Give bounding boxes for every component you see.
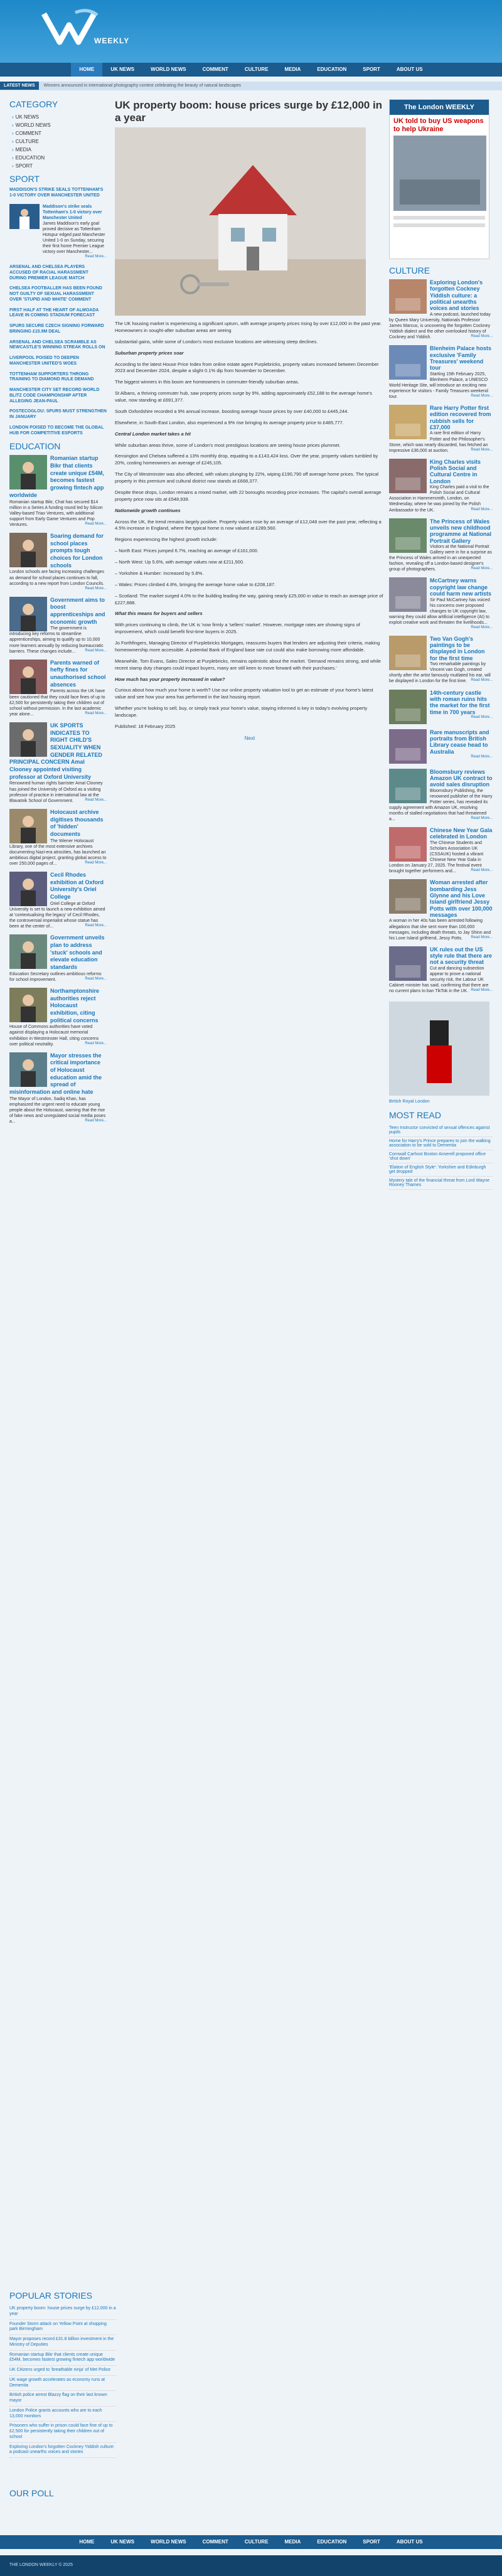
popular-item[interactable]: UK property boom: house prices surge by £12,000 in a year	[9, 2304, 116, 2320]
article-paragraph: Regions experiencing the highest growth include:	[115, 537, 218, 543]
article-paragraph: According to the latest House Price Index from online estate agent Purplebricks, property values increased between December 2023 and December 2024, despite a slight 0.1% dip from November to December.	[115, 361, 379, 374]
sport-link[interactable]: LONDON POISED TO BECOME THE GLOBAL HUB FOR COMPETITIVE ESPORTS	[9, 425, 104, 436]
nav-link[interactable]: HOME	[71, 63, 102, 77]
poll-title: OUR POLL	[9, 2488, 54, 2498]
article-paragraph: Elsewhere, in South-East London, also experienced a 9% rise bringing its average property price to £485,777.	[115, 419, 344, 425]
education-card-title[interactable]: Mayor stresses the critical importance of Holocaust education amid the spread of misinformation and online hate	[9, 1052, 102, 1096]
education-card[interactable]	[9, 934, 107, 983]
popular-stories	[9, 2290, 116, 2458]
footer-nav	[0, 2535, 502, 2549]
culture-image	[389, 827, 427, 862]
nav-link[interactable]: WORLD NEWS	[151, 67, 186, 72]
article-subheading: What this means for buyers and sellers	[115, 611, 203, 617]
article-paragraph: South Oxfordshire recorded a 9% annual increase, boosting average house prices by over £40,000 to £445,244.	[115, 408, 349, 414]
category-title: CATEGORY	[9, 99, 58, 109]
article-headline: UK property boom: house prices surge by £12,000 in a year	[115, 99, 383, 124]
paper-photo	[393, 136, 486, 211]
article-paragraph: Meanwhile, Tom Evans, Sales Director at Purplebricks, remains optimistic about the market. 'Demand remains strong, and while recent stamp duty changes could impact buyers, many are still keen to move forward with their purchases.'	[115, 658, 381, 671]
most-read-title: MOST READ	[389, 1110, 441, 1121]
education-card-title[interactable]: Government unveils plan to address 'stuck' schools and elevate education standards	[50, 934, 105, 970]
most-read-item[interactable]: Mystery tale of the financial threat from Lord Wayne Rooney Thames	[389, 1177, 493, 1190]
article-paragraph: Published: 18 February 2025	[115, 723, 176, 729]
culture-card[interactable]	[389, 729, 493, 764]
category-item[interactable]: › COMMENT	[9, 129, 107, 137]
education-card-text: Parents across the UK have been cautioned that they could face fines of up to £2,500 for persistently taking their children out of school without permission. In the last academic year alone...	[9, 689, 105, 717]
sport-link[interactable]: FIRST HALF AT THE HEART OF ALMOADA LEAVE IN COMING STADIUM FORECAST	[9, 307, 99, 318]
culture-card-title[interactable]: The Princess of Wales unveils new childhood programme at National Portrait Gallery	[430, 518, 492, 544]
category-item[interactable]: › UK NEWS	[9, 113, 107, 121]
sport-lead-card-title[interactable]: Maddison's strike seals Tottenham's 1-0 victory over Manchester United	[43, 204, 102, 220]
most-read-item[interactable]: Home for Harry's Prince prepares to join the walking association to be sold to Dementia	[389, 1137, 493, 1150]
most-read-item[interactable]: Teen Instructor convicted of sexual offences against pupils	[389, 1124, 493, 1137]
read-more-link[interactable]: Read More...	[85, 521, 107, 526]
read-more-link[interactable]: Read More...	[85, 798, 107, 802]
article-paragraph: The biggest winners in this boom are homeowners in commuter-friendly suburban areas.	[115, 379, 299, 385]
culture-image	[389, 405, 427, 439]
read-more-link[interactable]: Read More...	[85, 648, 107, 653]
education-card-text: Oriel College at Oxford University is set to launch a new exhibition aimed at 'contextualising the legacy' of Cecil Rhodes, the controversial imperialist whose statue has been at the center of...	[9, 901, 105, 929]
paper-text-line	[393, 216, 485, 220]
culture-card[interactable]	[389, 459, 493, 513]
education-card-text: Romanian startup Bikr, Chat has secured $14 million in a Series A funding round led by Silicon Valley-based Triax Ventures, with additional support from Early Game Ventures and Pop Ventures.	[9, 500, 103, 527]
culture-card-text: A rare first edition of Harry Potter and the Philosopher's Stone, which was nearly discarded, has fetched an impressive £36,000 at auction.	[389, 431, 488, 453]
culture-image	[389, 577, 427, 612]
culture-card-title[interactable]: King Charles visits Polish Social and Cultural Centre in London	[430, 458, 481, 484]
royal-guard-image	[389, 1002, 489, 1096]
sport-lead-card-text: James Maddison's early goal proved decisive as Tottenham Hotspur edged past Manchester United 1-0 on Sunday, securing their first home Premier League victory over Manchester...	[43, 221, 105, 255]
education-title: EDUCATION	[9, 441, 61, 452]
nav-link[interactable]: EDUCATION	[317, 67, 347, 72]
culture-card-title[interactable]: Exploring London's forgotten Cockney Yiddish culture: a political unearths voices and stories	[430, 279, 483, 312]
sport-lead-link[interactable]: MADDISON'S STRIKE SEALS TOTTENHAM'S 1-0 VICTORY OVER MANCHESTER UNITED	[9, 188, 104, 198]
culture-card-title[interactable]: Blenheim Palace hosts exclusive 'Family Treasures' weekend tour	[430, 345, 492, 371]
culture-card[interactable]	[389, 518, 493, 573]
article-paragraph: Whether you're looking to sell, buy, or simply track your home's value, staying informed is key in today's evolving property landscape.	[115, 705, 368, 719]
nav-link[interactable]: COMMENT	[202, 67, 228, 72]
culture-card-title[interactable]: Rare manuscripts and portraits from British Library cease head to Australia	[430, 729, 489, 755]
category-list	[9, 113, 107, 170]
education-card-title[interactable]: Soaring demand for school places prompts tough choices for London schools	[50, 532, 104, 569]
education-card[interactable]	[9, 1052, 107, 1125]
popular-item[interactable]: Mayor proposes record £31.8 billion investment in the Ministry of Deputies	[9, 2335, 116, 2351]
site-header	[0, 0, 502, 63]
education-image	[9, 988, 47, 1022]
read-more-link[interactable]: Read More...	[471, 678, 493, 683]
sport-title: SPORT	[9, 174, 40, 184]
article-paragraph: Kensington and Chelsea suffered a 13% monthly drop, equating to a £143,424 loss. Over the year, property values tumbled by 20%, costing homeowners an average of £245,105.	[115, 453, 378, 466]
culture-title: CULTURE	[389, 265, 430, 275]
culture-card-title[interactable]: UK rules out the US style rule that there are not a security threat	[430, 946, 493, 966]
read-more-link[interactable]: Read More...	[471, 393, 493, 398]
article	[115, 99, 385, 741]
popular-item[interactable]: Exploring London's forgotten Cockney Yiddish culture: a podcast unearths voices and stories	[9, 2443, 116, 2459]
read-more-link[interactable]: Read More...	[85, 711, 107, 715]
culture-card-title[interactable]: McCartney warns copyright law change could harm new artists	[430, 577, 492, 597]
article-subheading: Central London market takes a hit	[115, 430, 191, 437]
popular-item[interactable]: British police arrest Blazzy flag on their last known mayor	[9, 2391, 116, 2407]
education-card[interactable]	[9, 988, 107, 1047]
copyright: THE LONDON WEEKLY © 2025	[0, 2555, 502, 2576]
read-more-link[interactable]: Read More...	[471, 868, 493, 873]
popular-item[interactable]: UK wage growth accelerates as economy runs at Dementia	[9, 2376, 116, 2392]
sport-link[interactable]: CHELSEA FOOTBALLER HAS BEEN FOUND NOT GUILTY OF SEXUAL HARASSMENT OVER 'STUPID AND WHITE' COMMENT	[9, 286, 102, 302]
education-card-title[interactable]: Romanian startup Bikr that clients create unique £54M, becomes fastest growing fintech app worldwide	[9, 455, 105, 498]
paper-text-line	[393, 223, 485, 227]
read-more-link[interactable]: Read More...	[471, 715, 493, 719]
culture-card-title[interactable]: Chinese New Year Gala celebrated in London	[430, 827, 493, 840]
education-card-title[interactable]: UK SPORTS INDICATES TO RIGHT CHILD'S SEXUALITY WHEN GENDER RELATED PRINCIPAL CONCERN Amal Clooney appointed visiting professor at Oxford University	[9, 722, 102, 780]
education-card-title[interactable]: Parents warned of hefty fines for unauthorised school absences	[50, 659, 106, 688]
nav-link[interactable]: UK NEWS	[110, 67, 135, 72]
main-nav	[0, 63, 502, 77]
category-item[interactable]: › CULTURE	[9, 137, 107, 146]
culture-list	[389, 279, 493, 994]
article-paragraph: Despite these drops, London remains a mixed market, with 22 boroughs recording price increases. The capital's overall average property price now sits at £548,939.	[115, 489, 382, 502]
read-more-link[interactable]: Read More...	[85, 1041, 107, 1045]
education-card[interactable]	[9, 533, 107, 592]
culture-image	[389, 769, 427, 803]
read-more-link[interactable]: Read More...	[471, 816, 493, 821]
read-more-link[interactable]: Read More...	[471, 625, 493, 629]
paper-headline: UK told to buy US weapons to help Ukraine	[393, 117, 484, 133]
read-more-link[interactable]: Read More...	[471, 334, 493, 339]
culture-card-text: King Charles paid a visit to the Polish Social and Cultural Association in Hammersmith, London, on Wednesday, where he was joined by the Polish Ambassador to the UK.	[389, 485, 489, 513]
article-paragraph: Across the UK, the trend remains largely positive. Property values rose by an average of £12,048 over the past year, reflecting a 4.5% increase in England, where the typical home is now valued at £289,560.	[115, 518, 382, 532]
site-name: WEEKLY	[94, 36, 130, 45]
culture-card-text: The Chinese Students and Scholars Association UK (CSSAUK) hosted a vibrant Chinese New Year Gala in London on January 27, 2025. The festival event brought together performers and...	[389, 840, 484, 874]
read-more-link[interactable]: Read More...	[85, 860, 107, 865]
most-read-list	[389, 1124, 493, 1190]
nav-link[interactable]: CULTURE	[244, 67, 269, 72]
article-paragraph: Curious about how much your home is worth? Use our online property valuation tool to get an estimate of your home's latest value and see how your area has performed in the last housing report.	[115, 687, 373, 700]
education-image	[9, 455, 47, 489]
nav-link[interactable]: MEDIA	[284, 67, 301, 72]
read-more-link[interactable]: Read More...	[471, 507, 493, 511]
culture-card[interactable]	[389, 690, 493, 724]
article-paragraph: While suburban areas thrive, some of London's most prestigious locations are seeing house prices plummet.	[115, 442, 341, 448]
culture-card[interactable]	[389, 405, 493, 454]
article-paragraph: – Scotland: The market surged 4.0% to the building leading the way, gaining nearly £25,000 in value to reach an average price of £227,888.	[115, 592, 383, 606]
most-read-item[interactable]: 'Elation of English Style': Yorkshire and Edinburgh get dropped	[389, 1163, 493, 1177]
popular-title: POPULAR STORIES	[9, 2290, 93, 2301]
right-sidebar	[389, 99, 493, 1190]
culture-card-text: Sir Paul McCartney has voiced his concerns over proposed changes to UK copyright law, warning they could allow artificial intelligence (AI) to exploit creative work and threaten the livelihoods...	[389, 597, 490, 625]
education-card[interactable]	[9, 597, 107, 655]
article-paragraph: Jo Forthfingers, Managing Director of Purplebricks Mortgages, reassures buyers that lenders are adjusting their criteria, making homeownership more accessible. A potential Bank of England base rate cut could also make borrowing more affordable.	[115, 640, 380, 653]
education-card[interactable]	[9, 722, 107, 804]
education-list	[9, 455, 107, 1125]
education-card-text: House of Commons authorities have voted against displaying a Holocaust memorial exhibition in Westminster Hall, citing concerns over political neutrality.	[9, 1025, 99, 1047]
culture-image	[389, 459, 427, 493]
culture-image	[389, 518, 427, 553]
read-more-link[interactable]: Read More...	[85, 586, 107, 591]
nav-link[interactable]: EDUCATION	[317, 2539, 347, 2545]
culture-image	[389, 946, 427, 981]
culture-card[interactable]	[389, 769, 493, 823]
education-image	[9, 533, 47, 567]
culture-card[interactable]	[389, 577, 493, 630]
education-card-text: The Wiener Holocaust Library, one of the most extensive archives documenting Nazi-era atrocities, has launched an ambitious digital project, granting global access to over 250,000 pages of...	[9, 838, 107, 866]
education-image	[9, 872, 47, 906]
sport-link[interactable]: ARSENAL AND CHELSEA PLAYERS ACCUSED OF RACIAL HARASSMENT DURING PREMIER LEAGUE MATCH	[9, 265, 88, 281]
education-card-text: Renowned human rights barrister Amal Clooney has joined the University of Oxford as a visiting professor of practice in international law at the Blavatnik School of Government.	[9, 781, 103, 803]
sport-link[interactable]: SPURS SECURE CZECH SIGNING FORWARD BRINGING £15.9M DEAL	[9, 324, 104, 334]
article-paragraph: – North East: Prices jumped 6.7%, reaching an average of £161,000.	[115, 548, 259, 554]
article-subheading: How much has your property increased in value?	[115, 676, 225, 682]
sport-link[interactable]: ARSENAL AND CHELSEA SCRAMBLE AS NEWCASTLE'S WINNING STREAK ROLLS ON	[9, 339, 105, 350]
education-image	[9, 934, 47, 969]
popular-item[interactable]: Romanian startup Bikr that clients create unique £54M, becomes fastest growing fintech app worldwide	[9, 2351, 116, 2366]
culture-card-title[interactable]: Rare Harry Potter first edition recovered from rubbish sells for £37,000	[430, 405, 491, 431]
culture-card-text: A new podcast, launched today by Queen Mary University, Nationals Professor James Marcus, is uncovering the forgotten Cockney Yiddish dialect and the other overlooked history of Cockney and Yiddish.	[389, 312, 491, 340]
popular-item[interactable]: UK Citizens urged to 'breathable ninja' of Met Police	[9, 2366, 116, 2376]
culture-card[interactable]	[389, 827, 493, 874]
football-player-image	[9, 204, 40, 229]
culture-card[interactable]	[389, 946, 493, 995]
culture-image	[389, 279, 427, 314]
culture-card-text: Bloomsbury Publishing, the renowned publisher of the Harry Potter series, has revealed its supply agreement with Amazon UK, resolving months of stalled negotiations that had threatened a...	[389, 788, 493, 822]
education-card[interactable]	[9, 872, 107, 929]
article-paragraph: St Albans, a thriving commuter hub, saw property prices surge by 9%, adding approximately £52,188 to the average home's value, now standing at £691,377.	[115, 390, 372, 404]
nav-link[interactable]: ABOUT US	[396, 2539, 423, 2545]
read-more-link[interactable]: Read More...	[471, 754, 493, 759]
sport-link[interactable]: TOTTENHAM SUPPORTERS THRONG TRAINING TO DIAMOND RULE DEMAND	[9, 371, 94, 382]
education-image	[9, 597, 47, 631]
article-paragraph: substantial gains, while some of London's most exclusive locations are witnessing steep declines.	[115, 338, 318, 345]
photo-caption-link[interactable]: British Royal London	[389, 1099, 430, 1104]
read-more-link[interactable]: Read More...	[471, 447, 493, 452]
sport-lead-card[interactable]	[9, 204, 107, 260]
nav-link[interactable]: WORLD NEWS	[151, 2539, 186, 2545]
culture-card[interactable]	[389, 879, 493, 941]
read-more-link[interactable]: Read More...	[85, 255, 107, 259]
read-more-link[interactable]: Read More...	[85, 1119, 107, 1123]
education-card-text: The government is introducing key reforms to streamline apprenticeships, aiming to qualify up to 10,000 more learners annually by reducing bureaucratic barriers. These changes include...	[9, 626, 104, 654]
article-paragraph: The UK housing market is experiencing a significant upturn, with average property prices rising by over £12,000 in the past year. Homeowners in sought-after suburban areas are seeing	[115, 321, 382, 333]
category-item[interactable]: › MEDIA	[9, 146, 107, 154]
culture-card-text: Starting 15th February 2025, Blenheim Palace, a UNESCO World Heritage Site, will introduce an exciting new experience for visitors - Family Treasures weekend tour.	[389, 371, 488, 399]
culture-image	[389, 690, 427, 724]
article-paragraph: The City of Westminster was also affected, with values plunging by 22%, wiping £190,790 off average home prices. The typical property in this premium and cultural district now stands at £668,377.	[115, 471, 379, 484]
article-subheading: Suburban property prices soar	[115, 350, 184, 356]
culture-card-title[interactable]: 14th-century castle with roman ruins hits the market for the first time in 700 years	[430, 689, 490, 715]
left-sidebar	[9, 99, 107, 1130]
culture-card-text: Cut and dancing subsection appear to prove a national security risk, the Labour UK Cabinet minister has said, confirming that there are no current plans to ban TikTok in the UK.	[389, 966, 489, 994]
sport-link[interactable]: LIVERPOOL POISED TO DEEPEN MANCHESTER UNITED'S WOES	[9, 356, 79, 366]
read-more-link[interactable]: Read More...	[85, 976, 107, 981]
culture-card-title[interactable]: Two Van Gogh's paintings to be displayed in London for the first time	[430, 635, 485, 661]
culture-card-text: Two remarkable paintings by Vincent van Gogh, created shortly after the artist famously mutilated his ear, will be displayed in London for the first time.	[389, 662, 491, 684]
read-more-link[interactable]: Read More...	[85, 924, 107, 928]
culture-card-title[interactable]: Bloomsbury reviews Amazon UK contract to avoid sales disruption	[430, 768, 493, 788]
sport-link[interactable]: MANCHESTER CITY SET RECORD WORLD BLITZ CODE CHAMPIONSHIP AFTER ALLEGING JEAN-PAUL	[9, 388, 100, 404]
education-card-text: London schools are facing increasing challenges as demand for school places continues to fall, according to a new report from London Councils.	[9, 570, 104, 586]
nav-link[interactable]: UK NEWS	[110, 2539, 135, 2545]
education-image	[9, 722, 47, 757]
education-card[interactable]	[9, 455, 107, 528]
nav-link[interactable]: CULTURE	[244, 2539, 269, 2545]
education-image	[9, 660, 47, 694]
article-paragraph: With prices continuing to climb, the UK is 'now firmly a 'sellers' market'. However, mortgage rates are showing signs of improvement, which could benefit first-time buyers in 2025.	[115, 622, 360, 635]
sport-link[interactable]: POSTECOGLOU: SPURS MUST STRENGTHEN IN JANUARY	[9, 409, 107, 420]
culture-card[interactable]	[389, 636, 493, 685]
ticker-label: LATEST NEWS	[0, 82, 39, 90]
sport-list	[9, 265, 107, 436]
read-more-link[interactable]: Read More...	[471, 935, 493, 939]
category-item[interactable]: › SPORT	[9, 162, 107, 170]
culture-image	[389, 345, 427, 380]
culture-card-title[interactable]: Woman arrested after bombarding Jess Glynne and his Love Island girlfriend Jessy Potts with over 100,000 messages	[430, 879, 493, 919]
house-keys-image	[115, 127, 366, 316]
education-image	[9, 809, 47, 843]
ticker-text[interactable]: Winners announced in international photography contest celebrating the beauty of natural landscapes	[43, 83, 242, 88]
nav-link[interactable]: SPORT	[363, 2539, 380, 2545]
article-subheading: Nationwide growth continues	[115, 507, 181, 513]
education-card-text: The Mayor of London, Sadiq Khan, has emphasized the urgent need to educate young people about the Holocaust, warning that the rise of fake news and unregulated social media poses a...	[9, 1096, 106, 1125]
nav-link[interactable]: MEDIA	[284, 2539, 301, 2545]
culture-card-text: A woman in her 40s has been arrested following allegations that she sent more than 100,000 messages, including death threats, to Jay Shinn and his Love Island girlfriend, Jessy Potts.	[389, 919, 491, 941]
popular-list	[9, 2304, 116, 2458]
newspaper-front-page[interactable]	[389, 99, 489, 259]
popular-item[interactable]: Prisoners who suffer in prison could face fine of up to £2,500 for persistently taking their children out of school	[9, 2422, 116, 2442]
education-card-title[interactable]: Government aims to boost apprenticeships and economic growth	[50, 596, 105, 625]
read-more-link[interactable]: Read More...	[471, 567, 493, 571]
education-card[interactable]	[9, 809, 107, 867]
article-paragraph: – Wales: Prices climbed 4.8%, bringing the average home value to £208,187.	[115, 581, 276, 587]
popular-item[interactable]: London Police grants accounts who are to each 13,000 monitors	[9, 2407, 116, 2422]
article-body	[115, 321, 385, 730]
read-more-link[interactable]: Read More...	[471, 988, 493, 993]
popular-item[interactable]: Founder Storm attack on Yellow Point at shopping park Birmingham	[9, 2320, 116, 2336]
education-card-title[interactable]: Northamptonshire authorities reject Holocaust exhibition, citing political concerns	[50, 987, 100, 1023]
category-item[interactable]: › WORLD NEWS	[9, 121, 107, 129]
nav-link[interactable]: COMMENT	[202, 2539, 228, 2545]
education-card[interactable]	[9, 660, 107, 717]
culture-card[interactable]	[389, 279, 493, 340]
article-paragraph: – North West: Up 5.6%, with average values now at £211,500.	[115, 559, 245, 565]
category-item[interactable]: › EDUCATION	[9, 154, 107, 162]
education-card-text: Education Secretary outlines ambitious reforms for school improvement.	[9, 971, 102, 982]
culture-image	[389, 729, 427, 764]
education-image	[9, 1052, 47, 1087]
most-read-item[interactable]: Cornwall Carhost Boston Anserell proposed office 'shut down'	[389, 1150, 493, 1163]
education-card-title[interactable]: Holocaust archive digitises thousands of 'hidden' documents	[50, 808, 104, 837]
news-ticker	[0, 82, 502, 90]
culture-image	[389, 636, 427, 670]
paper-title: The London WEEKLY	[390, 100, 489, 115]
culture-image	[389, 879, 427, 914]
culture-card-text: Visitors at the National Portrait Gallery were in for a surprise as the Princess of Wales arrived in an unexpected fashion, revealing off a London-based designer's group of photographers.	[389, 545, 492, 572]
nav-link[interactable]: ABOUT US	[396, 67, 423, 72]
education-card-title[interactable]: Cecil Rhodes exhibition at Oxford University's Oriel College	[50, 872, 104, 901]
nav-link[interactable]: HOME	[79, 2539, 95, 2545]
next-article-link[interactable]: Next	[244, 735, 255, 741]
nav-link[interactable]: SPORT	[363, 67, 380, 72]
culture-card[interactable]	[389, 345, 493, 400]
article-paragraph: – Yorkshire & Humber: Increased by 5.8%.	[115, 570, 204, 576]
